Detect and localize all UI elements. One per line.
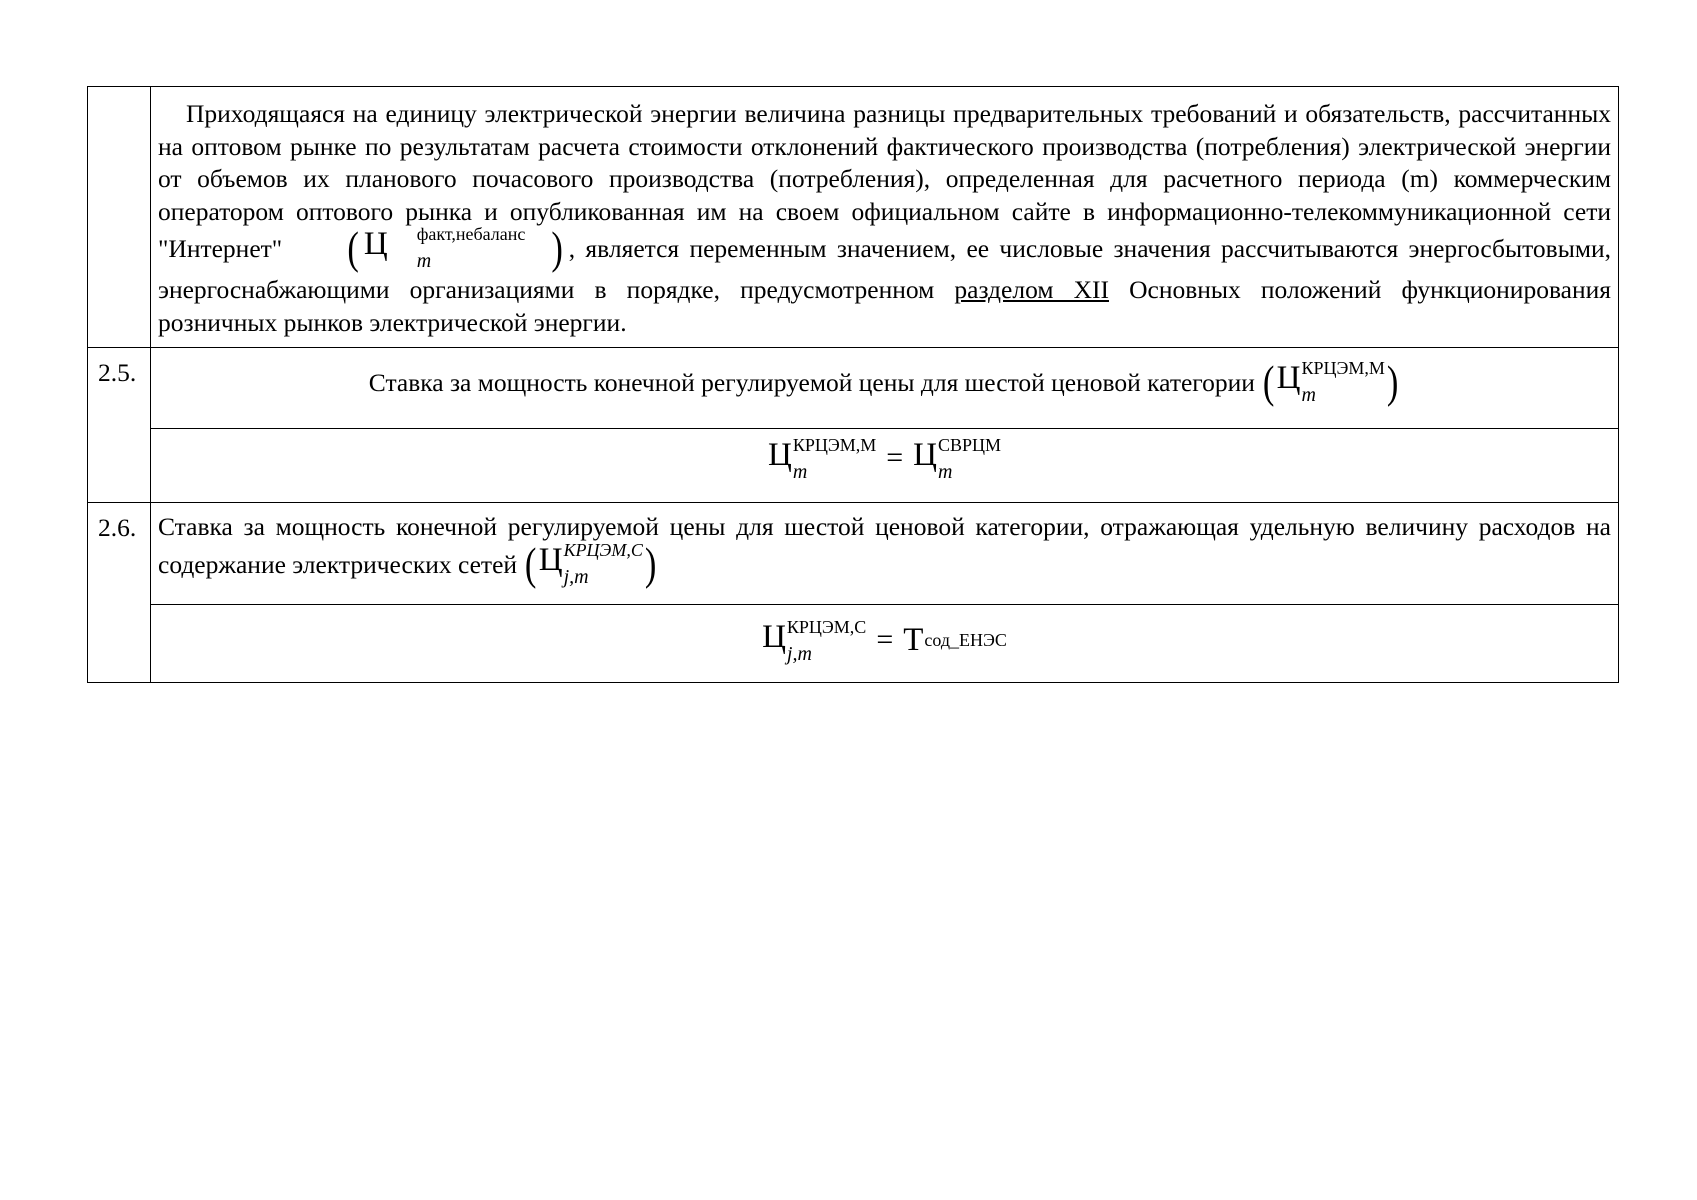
equals-sign: = <box>876 622 894 656</box>
formula-symbol: Ц <box>1276 359 1301 396</box>
paragraph-text: Приходящаяся на единицу электрической энергии величина разницы предварительных требований и обязательств, рассчитанных на оптовом рынке по результатам расчета стоимости отклонений фактического производства (потребления) электрической энергии от объемов их планового почасового производства (потребления), определенная для расчетного периода (m) коммерческим оператором оптового рынка и опубликованная им на своем официальном сайте в информационно-телекоммуникационной сети "Интернет" <box>158 99 1611 263</box>
formula-subscript: m <box>416 250 432 272</box>
formula-row-2-5 <box>88 429 1619 503</box>
formula-krcem-c: (Ц КРЦЭМ,C j,m ) <box>525 537 657 589</box>
description-cell <box>151 87 1619 348</box>
formula-rhs: Ц СВРЦМ m <box>913 435 1002 484</box>
description-paragraph <box>151 87 1618 347</box>
formula-subscript: m <box>1301 384 1316 406</box>
formula-row-2-6 <box>88 604 1619 682</box>
formula-lhs: Ц КРЦЭМ,М m <box>767 435 877 484</box>
tariff-table <box>87 86 1619 683</box>
table-row-continuation <box>88 87 1619 348</box>
paragraph-text-end: Основных положений функционирования розничных рынков электрической энергии. <box>158 275 1611 337</box>
title-cell-2-6 <box>151 503 1619 605</box>
number-cell-2-5 <box>88 348 151 503</box>
item-number: 2.6. <box>98 513 137 542</box>
formula-2-6 <box>151 605 1618 665</box>
title-cell-2-5 <box>151 348 1619 429</box>
paragraph-text-continued: , является переменным значением, ее числовые значения рассчитываются энергосбытовыми, энергоснабжающими организациями в порядке, предусмотренном <box>158 233 1611 304</box>
formula-krcem-m: (Ц КРЦЭМ,М m ) <box>1263 356 1399 407</box>
formula-cell-2-6 <box>151 604 1619 682</box>
title-2-6 <box>151 503 1618 604</box>
section-xii-link[interactable]: разделом XII <box>954 275 1109 304</box>
formula-superscript: КРЦЭМ,М <box>1301 358 1385 378</box>
table-row-2-6 <box>88 503 1619 605</box>
table-row-2-5 <box>88 348 1619 429</box>
formula-rhs: Т сод_ЕНЭС <box>903 621 1007 658</box>
formula-fact-imbalance: ( Ц факт,небаланс m ) <box>346 222 564 273</box>
formula-subscript: j,m <box>563 565 589 588</box>
equals-sign: = <box>886 441 904 475</box>
formula-superscript: факт,небаланс <box>416 224 526 244</box>
formula-2-5 <box>151 429 1618 484</box>
number-cell-2-6 <box>88 503 151 683</box>
formula-superscript: КРЦЭМ,C <box>563 539 643 560</box>
title-2-5 <box>151 348 1618 408</box>
number-cell-empty <box>88 87 151 348</box>
formula-cell-2-5 <box>151 429 1619 503</box>
title-text: Ставка за мощность конечной регулируемой цены для шестой ценовой категории <box>368 367 1262 397</box>
formula-symbol: Ц <box>538 541 563 578</box>
formula-symbol: Ц <box>363 225 388 262</box>
title-text: Ставка за мощность конечной регулируемой цены для шестой ценовой категории, отражающая удельную величину расходов на содержание электрических сетей <box>158 512 1611 579</box>
formula-lhs: Ц КРЦЭМ,C j,m <box>762 616 867 665</box>
item-number: 2.5. <box>98 358 137 387</box>
